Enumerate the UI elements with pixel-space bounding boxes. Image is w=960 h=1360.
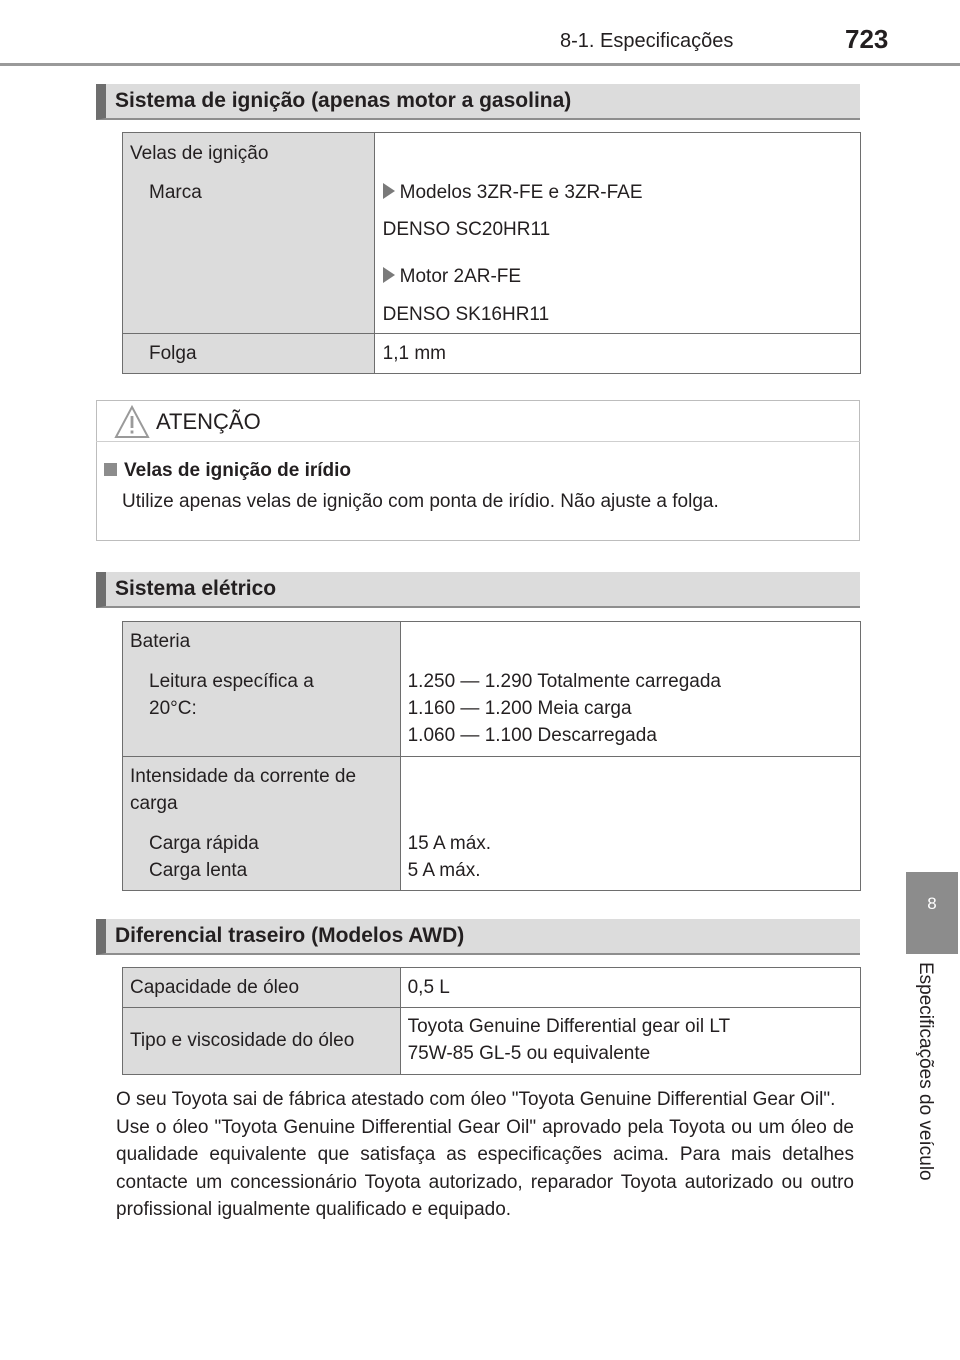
spark-plugs-label: Velas de ignição [130, 143, 269, 164]
reading-value-1: 1.250 — 1.290 Totalmente carregada [407, 671, 721, 692]
caution-title: ATENÇÃO [156, 409, 261, 434]
slow-charge-label: Carga lenta [149, 860, 248, 881]
table-cell-label [123, 1008, 401, 1075]
oil-type-label: Tipo e viscosidade do óleo [130, 1030, 355, 1051]
oil-type-value-2: 75W-85 GL-5 ou equivalente [407, 1043, 651, 1064]
table-cell-label [123, 334, 375, 374]
table-cell-value [400, 757, 860, 891]
page-number: 723 [845, 24, 889, 54]
section-header-differential [96, 919, 860, 955]
chapter-side-label [914, 962, 938, 1262]
gap-value: 1,1 mm [382, 343, 447, 364]
table-cell-label [123, 133, 375, 334]
section-title-electrical: Sistema elétrico [115, 577, 277, 600]
chapter-side-label-text: Especificações do veículo [915, 962, 936, 1181]
table-cell-label [123, 968, 401, 1008]
battery-label: Bateria [130, 631, 191, 652]
table-cell-value [374, 133, 860, 334]
table-row [123, 334, 861, 374]
triangle-bullet-icon [383, 183, 395, 199]
caution-divider [96, 441, 860, 442]
chapter-tab-number: 8 [927, 894, 937, 913]
oil-capacity-label: Capacidade de óleo [130, 977, 300, 998]
table-cell-label [123, 622, 401, 757]
oil-capacity-value: 0,5 L [407, 977, 450, 998]
oil-type-value-1: Toyota Genuine Differential gear oil LT [407, 1016, 731, 1037]
brand-label: Marca [149, 182, 202, 203]
reading-label-1: Leitura específica a [149, 671, 314, 692]
section-header-electrical [96, 572, 860, 608]
reading-label-2: 20°C: [149, 698, 197, 719]
table-row [123, 133, 861, 334]
table-row [123, 622, 861, 757]
table-cell-value [400, 968, 860, 1008]
table-cell-label [123, 757, 401, 891]
reading-value-2: 1.160 — 1.200 Meia carga [407, 698, 632, 719]
header-divider [0, 63, 960, 66]
gap-label: Folga [149, 343, 197, 364]
charge-current-label-2: carga [130, 793, 178, 814]
warning-triangle-icon [114, 405, 150, 439]
reading-value-3: 1.060 — 1.100 Descarregada [407, 725, 657, 746]
section-header-ignition [96, 84, 860, 120]
note-paragraph-2: Use o óleo "Toyota Genuine Differential Gear Oil" aprovado pela Toyota ou um óleo de qualidade equivalente que satisfaça as especificações acima. Para mais detalhes contacte um concessionário Toyota autorizado, reparador Toyota autorizado ou outro profissional igualmente qualificado e equipado. [116, 1116, 854, 1220]
model-line-1 [383, 179, 643, 207]
note-paragraph-1: O seu Toyota sai de fábrica atestado com óleo "Toyota Genuine Differential Gear Oil". [116, 1089, 836, 1110]
page-header [0, 0, 960, 68]
model-2-text: Motor 2AR-FE [399, 266, 522, 287]
square-bullet-icon [104, 463, 117, 476]
triangle-bullet-icon [383, 267, 395, 283]
section-title-differential: Diferencial traseiro (Modelos AWD) [115, 924, 465, 947]
spark-plug-2: DENSO SK16HR11 [382, 304, 550, 325]
header-section-title: 8-1. Especificações [560, 30, 734, 52]
caution-heading: Velas de ignição de irídio [124, 460, 352, 481]
caution-text: Utilize apenas velas de ignição com ponta de irídio. Não ajuste a folga. [122, 491, 719, 512]
differential-table [122, 967, 861, 1075]
table-cell-value [400, 1008, 860, 1075]
table-row [123, 1008, 861, 1075]
table-cell-value [374, 334, 860, 374]
spark-plug-1: DENSO SC20HR11 [382, 219, 551, 240]
charge-current-label-1: Intensidade da corrente de [130, 766, 357, 787]
table-cell-value [400, 622, 860, 757]
table-row [123, 968, 861, 1008]
slow-charge-value: 5 A máx. [407, 860, 481, 881]
ignition-table [122, 132, 861, 374]
fast-charge-label: Carga rápida [149, 833, 259, 854]
model-1-text: Modelos 3ZR-FE e 3ZR-FAE [399, 182, 643, 203]
electrical-table [122, 621, 861, 891]
model-line-2 [383, 263, 521, 291]
differential-notes [116, 1086, 854, 1224]
table-row [123, 757, 861, 891]
fast-charge-value: 15 A máx. [407, 833, 492, 854]
section-title-ignition: Sistema de ignição (apenas motor a gasolina) [115, 89, 572, 112]
